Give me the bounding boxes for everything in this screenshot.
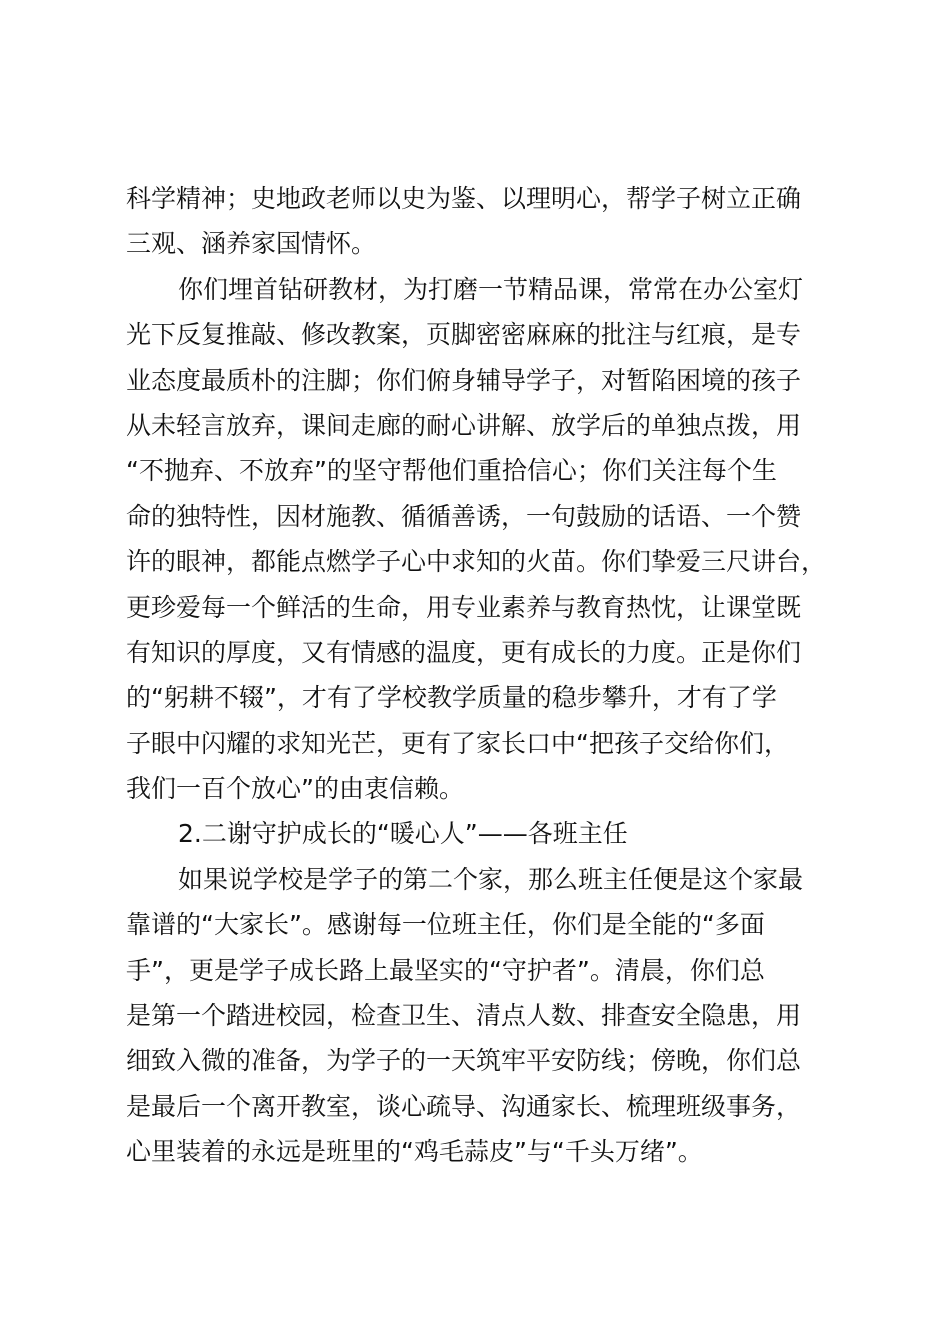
text-line: 许的眼神，都能点燃学子心中求知的火苗。你们挚爱三尺讲台， [126, 547, 827, 577]
paragraph-start-line: 你们埋首钻研教材，为打磨一节精品课，常常在办公室灯 [178, 274, 804, 304]
text-line: “不抛弃、不放弃”的坚守帮他们重拾信心；你们关注每个生 [126, 456, 777, 486]
text-line: 业态度最质朴的注脚；你们俯身辅导学子，对暂陷困境的孩子 [126, 365, 802, 395]
text-line: 命的独特性，因材施教、循循善诱，一句鼓励的话语、一个赞 [126, 501, 802, 531]
paragraph-start-line: 如果说学校是学子的第二个家，那么班主任便是这个家最 [178, 864, 804, 894]
text-line: 手”，更是学子成长路上最坚实的“守护者”。清晨，你们总 [126, 955, 765, 985]
text-line: 是第一个踏进校园，检查卫生、清点人数、排查安全隐患，用 [126, 1001, 802, 1031]
text-line: 子眼中闪耀的求知光芒，更有了家长口中“把孩子交给你们， [126, 728, 789, 758]
text-line: 三观、涵养家国情怀。 [126, 229, 377, 259]
text-line: 细致入微的准备，为学子的一天筑牢平安防线；傍晚，你们总 [126, 1046, 802, 1076]
text-line: 靠谱的“大家长”。感谢每一位班主任，你们是全能的“多面 [126, 910, 765, 940]
text-line: 我们一百个放心”的由衷信赖。 [126, 774, 464, 804]
text-line: 是最后一个离开教室，谈心疏导、沟通家长、梳理班级事务， [126, 1091, 802, 1121]
text-line: 科学精神；史地政老师以史为鉴、以理明心，帮学子树立正确 [126, 184, 802, 213]
text-line: 光下反复推敲、修改教案，页脚密密麻麻的批注与红痕，是专 [126, 320, 802, 350]
text-line: 从未轻言放弃，课间走廊的耐心讲解、放学后的单独点拨，用 [126, 410, 802, 440]
text-line: 心里装着的永远是班里的“鸡毛蒜皮”与“千头万绪”。 [126, 1137, 703, 1167]
section-heading: 2.二谢守护成长的“暖心人”——各班主任 [178, 819, 628, 849]
body-text [126, 176, 840, 1175]
text-line: 的“躬耕不辍”，才有了学校教学质量的稳步攀升，才有了学 [126, 683, 777, 713]
text-line: 有知识的厚度，又有情感的温度，更有成长的力度。正是你们 [126, 637, 802, 667]
text-line: 更珍爱每一个鲜活的生命，用专业素养与教育热忱，让课堂既 [126, 592, 802, 622]
